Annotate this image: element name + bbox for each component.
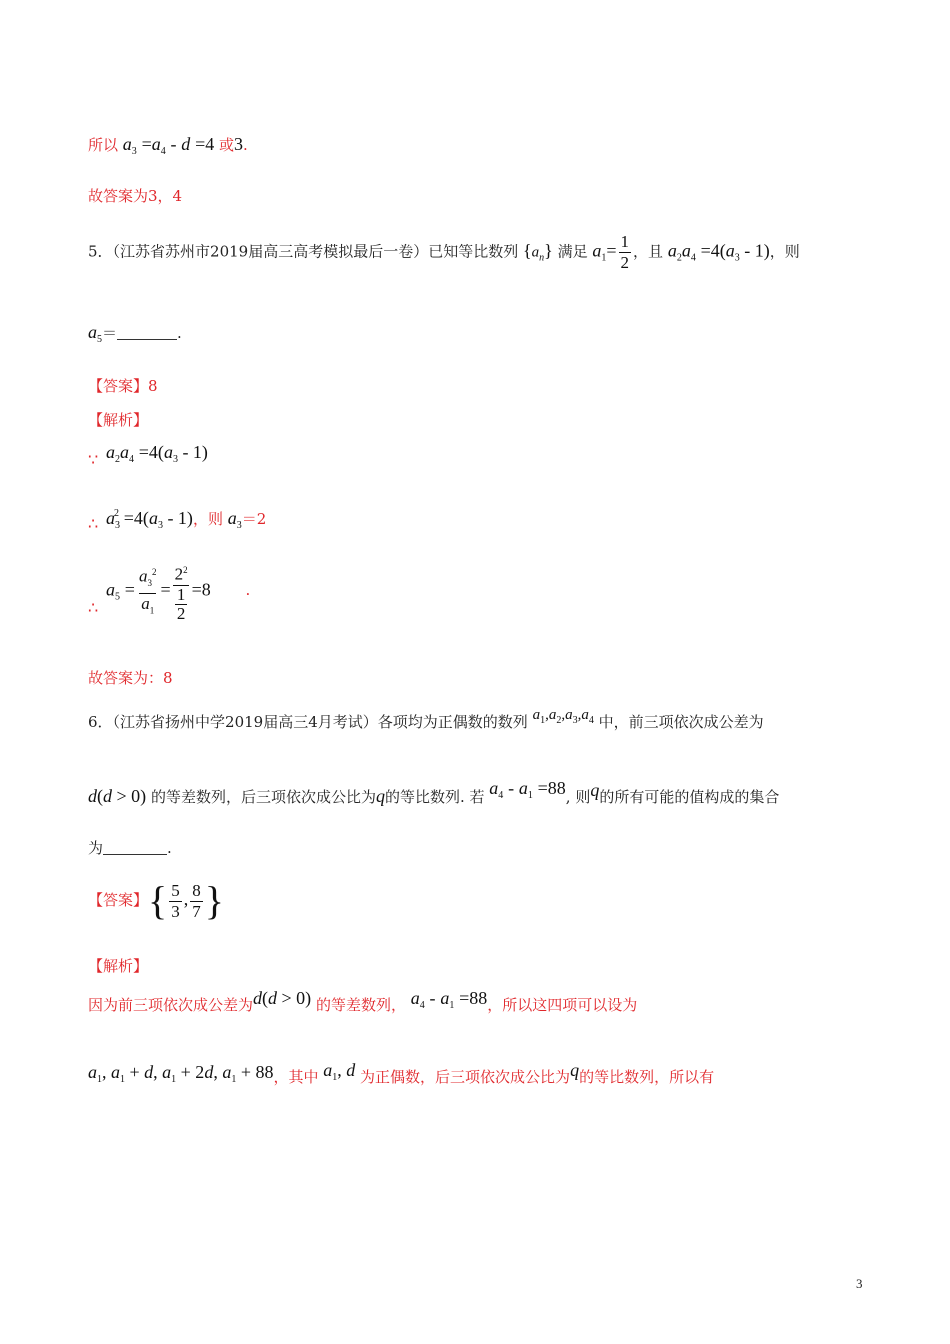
fraction-half — [175, 586, 188, 623]
q6-number: 6． — [88, 713, 113, 731]
math-sub: 4 — [129, 454, 134, 465]
q6-text6: 的所有可能的值构成的集合 — [599, 788, 780, 806]
q5-period: . — [177, 324, 182, 342]
math-a2: a — [667, 240, 677, 261]
answer-blank — [103, 840, 167, 855]
math-var: d — [88, 786, 97, 806]
math-var: a — [106, 579, 115, 600]
math-eq: = — [160, 579, 171, 600]
math-sub: 1 — [449, 1000, 455, 1011]
math-op: + 2 — [176, 1062, 205, 1082]
math-a4: a — [681, 240, 691, 261]
math-eq: = — [124, 579, 135, 600]
frac-num: 8 — [192, 880, 201, 900]
frac-num: 1 — [176, 584, 186, 604]
math-comma: , — [561, 707, 566, 723]
math-expr: =4( — [123, 508, 149, 528]
math-comma: , — [577, 707, 582, 723]
math-sub: 4 — [588, 715, 594, 726]
math-val: =88 — [459, 988, 488, 1008]
q5-analysis-label: 【解析】 — [88, 411, 149, 429]
math-sub: 1 — [97, 1074, 102, 1085]
math-var: a — [106, 508, 115, 528]
q6-text3: 的等差数列，后三项依次成公比为 — [150, 788, 376, 806]
math-sub: 1 — [120, 1074, 125, 1085]
math-comma: , — [545, 707, 549, 723]
math-d-cond — [253, 990, 311, 1008]
analysis-text: 的等比数列，所以有 — [579, 1068, 715, 1086]
frac-num: 1 — [620, 232, 630, 251]
question-6-line2 — [88, 778, 780, 814]
math-var: a — [148, 508, 158, 528]
frac-den — [173, 585, 190, 623]
math-a4-a1 — [410, 988, 488, 1011]
math-sub: 3 — [734, 252, 740, 264]
math-q: q — [590, 780, 600, 800]
math-sub-n: n — [539, 252, 545, 264]
math-var: a — [120, 442, 129, 462]
math-var: a — [440, 988, 450, 1008]
q6-period: . — [167, 839, 172, 857]
q6-text1: 各项均为正偶数的数列 — [377, 713, 528, 731]
math-val: =4 — [195, 134, 215, 154]
question-6-line1 — [88, 707, 764, 739]
answer-value: 8 — [148, 377, 158, 395]
analysis-text: ，其中 — [273, 1068, 319, 1086]
math-sub: 1 — [527, 790, 533, 801]
math-sub: 4 — [160, 146, 166, 157]
math-sub: 3 — [572, 715, 578, 726]
q5-step3 — [106, 560, 250, 623]
frac-den: 7 — [192, 901, 201, 921]
frac-den: $a_1$ — [139, 593, 156, 620]
q5-step2 — [106, 504, 266, 536]
math-a4-a1 — [489, 778, 566, 801]
math-comma: , — [153, 1062, 163, 1082]
math-val: =8 — [191, 579, 211, 600]
math-expr: - 1) — [739, 240, 770, 261]
brace-right: } — [204, 878, 224, 923]
question-5-line1 — [88, 232, 800, 273]
math-sup: 2 — [114, 508, 119, 519]
math-expr: - 1) — [177, 442, 208, 462]
math-expr: =4( — [138, 442, 164, 462]
frac-den: 2 — [176, 603, 186, 623]
brace-left: { — [148, 878, 168, 923]
math-sub: 1 — [171, 1074, 177, 1085]
q6-analysis-label: 【解析】 — [88, 957, 149, 975]
math-expr: - 1) — [162, 508, 193, 528]
fraction-half — [619, 232, 632, 273]
math-comma: , — [102, 1062, 111, 1082]
page-number: 3 — [856, 1276, 863, 1291]
answer-label: 【答案】 — [88, 377, 149, 395]
analysis-text: 因为前三项依次成公差为 — [88, 996, 254, 1014]
math-expr: = — [141, 134, 152, 154]
math-q: q — [570, 1060, 580, 1080]
math-var: d — [346, 1060, 356, 1080]
math-op: - — [429, 988, 436, 1008]
answer-line-3-4: 故答案为3，4 — [88, 187, 183, 205]
q6-analysis-line2 — [88, 1060, 715, 1094]
period: . — [245, 581, 251, 600]
math-a3: a — [725, 240, 735, 261]
question-5-line2 — [88, 322, 182, 350]
math-var: a — [565, 707, 573, 723]
analysis-text: 为正偶数，后三项依次成公比为 — [360, 1068, 571, 1086]
math-sub: 3 — [131, 146, 137, 157]
math-var: d — [103, 786, 112, 806]
q6-text5: , 则 — [565, 788, 591, 806]
math-var: d — [268, 988, 278, 1008]
brace-right: } — [544, 240, 553, 261]
math-op: + 88 — [236, 1062, 274, 1082]
math-expr: =4( — [700, 240, 726, 261]
math-var: a — [410, 988, 420, 1008]
math-var: a — [532, 707, 541, 723]
text-or: 或 — [219, 136, 235, 154]
frac-num: 5 — [171, 880, 180, 900]
math-a1: a — [592, 240, 602, 261]
math-op: - — [508, 778, 515, 798]
math-var: a — [106, 442, 115, 462]
math-sub: 4 — [498, 790, 504, 801]
math-var: d — [204, 1062, 214, 1082]
q5-step2-val: ＝2 — [241, 510, 267, 528]
math-var: a — [111, 1062, 120, 1082]
math-sub: 4 — [690, 252, 696, 264]
math-sub: 3 — [157, 520, 163, 531]
math-sub: 3 — [172, 454, 178, 465]
math-var: a — [163, 442, 173, 462]
question-6-line3 — [88, 838, 172, 858]
q5-source: （江苏省苏州市2019届高三高考模拟最后一卷） — [112, 242, 429, 261]
math-var: a — [518, 778, 528, 798]
q5-answer-line — [88, 376, 158, 396]
answer-blank — [117, 325, 177, 340]
math-expr: > 0) — [277, 988, 312, 1008]
math-var: a — [162, 1062, 172, 1082]
math-a: a — [531, 244, 540, 261]
text-suoyi: 所以 — [88, 136, 119, 154]
therefore-symbol-2: ∴ — [88, 598, 99, 617]
q6-text7: 为 — [88, 839, 104, 857]
math-sub: 1 — [540, 715, 546, 726]
math-three: 3 — [234, 134, 244, 154]
math-a3: a — [122, 134, 132, 154]
math-val: =88 — [537, 778, 566, 798]
q6-analysis-line1 — [88, 988, 638, 1022]
math-var: a — [323, 1060, 333, 1080]
math-var: a — [151, 134, 161, 154]
fraction-8-7 — [190, 881, 203, 922]
q6-text2: 中，前三项依次成公差为 — [598, 713, 764, 731]
q5-step2-text: ，则 — [192, 510, 223, 528]
math-sequence — [532, 705, 594, 726]
q6-answer-line — [88, 874, 224, 926]
math-d: d — [181, 134, 191, 154]
math-op: + — [125, 1062, 145, 1082]
fraction-a3sq-a1 — [137, 562, 159, 620]
math-sub: 3 — [115, 520, 120, 531]
math-sub: 1 — [601, 252, 607, 264]
math-terms — [88, 1062, 274, 1085]
math-var: a — [548, 707, 557, 723]
math-expr: > 0) — [112, 786, 147, 806]
math-var: a — [222, 1062, 232, 1082]
math-sub: 2 — [115, 454, 120, 465]
math-sub: 5 — [97, 334, 102, 345]
math-comma: , — [337, 1060, 347, 1080]
brace-left: { — [523, 240, 532, 261]
math-expr: ( — [97, 786, 103, 806]
math-sub: 4 — [419, 1000, 425, 1011]
math-sub: 2 — [556, 715, 562, 726]
q5-text1: 已知等比数列 — [428, 242, 519, 261]
q6-text4: 的等比数列. 若 — [384, 788, 485, 806]
q5-number: 5． — [88, 242, 113, 261]
math-sub: 2 — [676, 252, 682, 264]
math-comma: , — [213, 1062, 223, 1082]
because-symbol: ∵ — [88, 450, 99, 469]
q5-text3: ，且 — [633, 242, 664, 261]
analysis-text: 的等差数列， — [315, 996, 406, 1014]
frac-den: 2 — [620, 253, 630, 272]
math-q: q — [375, 786, 385, 806]
therefore-symbol: ∴ — [88, 514, 99, 533]
fraction-5-3 — [169, 881, 182, 922]
math-a5: a — [88, 322, 97, 342]
analysis-text: ，所以这四项可以设为 — [487, 996, 638, 1014]
math-var: d — [144, 1062, 154, 1082]
q6-source: （江苏省扬州中学2019届高三4月考试） — [112, 713, 378, 731]
math-comma: , — [183, 889, 189, 909]
math-op: - — [170, 134, 177, 154]
math-sub: 5 — [115, 591, 120, 603]
math-a1-d — [323, 1060, 356, 1083]
answer-label: 【答案】 — [88, 891, 149, 909]
q5-eq: ＝ — [102, 324, 118, 342]
frac-den: 3 — [171, 901, 180, 921]
q5-final-answer: 故答案为：8 — [88, 669, 173, 687]
fraction-2sq-half — [173, 560, 190, 623]
math-var: a — [227, 508, 237, 528]
frac-num: $a_3^2$ — [138, 566, 157, 589]
math-var: a — [489, 778, 499, 798]
math-expr: ( — [262, 988, 269, 1008]
solution-line-a3 — [88, 134, 248, 162]
math-var: a — [581, 707, 589, 723]
q5-text2: 满足 — [557, 242, 588, 261]
math-sub: 1 — [332, 1072, 338, 1083]
math-var: a — [88, 1062, 97, 1082]
math-sub: 3 — [236, 520, 242, 531]
math-eq: = — [606, 240, 617, 261]
text-end: . — [243, 136, 248, 154]
math-var: d — [253, 988, 263, 1008]
q5-step1 — [106, 442, 208, 470]
math-sub: 1 — [231, 1074, 237, 1085]
frac-num: $2^2$ — [174, 564, 188, 584]
q5-text4: ，则 — [769, 242, 800, 261]
